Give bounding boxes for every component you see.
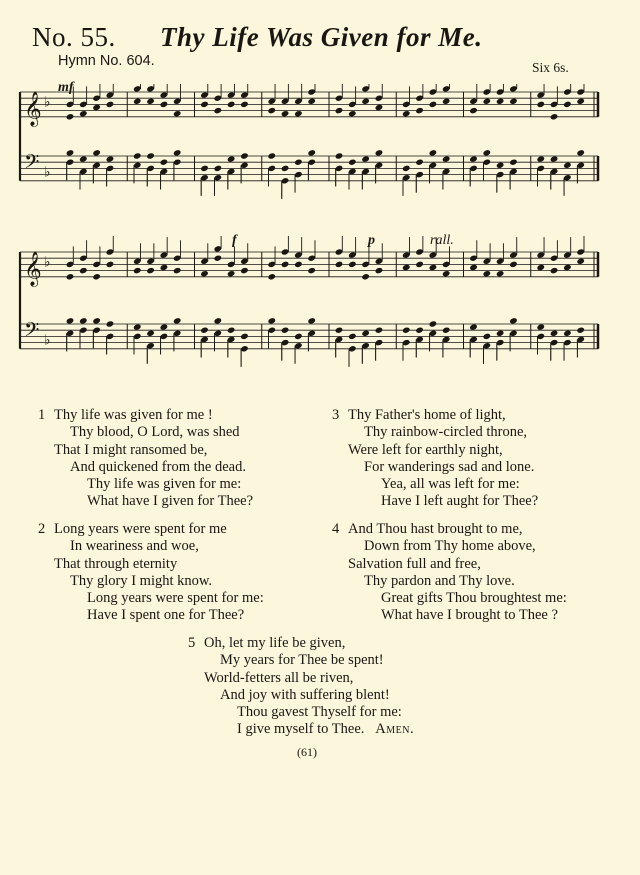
- note-head: [240, 101, 249, 108]
- note-head: [227, 270, 236, 277]
- note-head: [415, 327, 424, 334]
- note-head: [361, 155, 370, 162]
- note-head: [79, 155, 88, 162]
- flat-key-signature: ♭: [44, 164, 51, 181]
- verse-line: Oh, let my life be given,: [204, 635, 346, 651]
- note-head: [496, 270, 505, 277]
- dynamic-forte: f: [232, 233, 237, 248]
- note-head: [200, 327, 209, 334]
- note-head: [496, 162, 505, 169]
- note-head: [469, 264, 478, 271]
- flat-key-signature: ♭: [44, 254, 51, 271]
- note-head: [281, 261, 290, 268]
- note-head: [415, 159, 424, 166]
- verse-number: 5: [188, 635, 196, 651]
- note-head: [227, 155, 236, 162]
- verse-3: [332, 407, 538, 511]
- note-head: [146, 98, 155, 105]
- verse-line: Thy Father's home of light,: [348, 407, 506, 423]
- note-head: [106, 155, 115, 162]
- note-head: [576, 149, 585, 156]
- note-head: [173, 317, 182, 324]
- verse-line: Salvation full and free,: [348, 555, 481, 572]
- note-head: [415, 261, 424, 268]
- note-head: [361, 98, 370, 105]
- note-head: [214, 255, 223, 262]
- verse-line: Long years were spent for me: [54, 521, 227, 537]
- amen: Amen.: [375, 721, 415, 738]
- note-head: [550, 330, 559, 337]
- verse-line: Long years were spent for me:: [87, 590, 264, 607]
- note-head: [469, 323, 478, 330]
- note-head: [79, 317, 88, 324]
- note-head: [133, 98, 142, 105]
- note-head: [402, 327, 411, 334]
- note-head: [214, 107, 223, 114]
- treble-clef: 𝄞: [24, 251, 42, 287]
- note-head: [375, 149, 384, 156]
- note-head: [106, 320, 115, 327]
- verse-4: [332, 521, 567, 625]
- note-head: [563, 101, 572, 108]
- note-head: [146, 330, 155, 337]
- note-head: [66, 113, 75, 120]
- note-head: [173, 149, 182, 156]
- note-head: [66, 149, 75, 156]
- verse-line: That through eternity: [54, 555, 178, 572]
- note-head: [483, 98, 492, 105]
- bass-clef: 𝄢: [24, 318, 40, 347]
- verse-line: What have I given for Thee?: [87, 493, 253, 510]
- note-head: [160, 323, 169, 330]
- note-head: [509, 98, 518, 105]
- bass-clef: 𝄢: [24, 150, 40, 179]
- note-head: [307, 317, 316, 324]
- verse-line: Were left for earthly night,: [348, 441, 503, 458]
- meter-label: Six 6s.: [532, 60, 569, 75]
- note-head: [550, 155, 559, 162]
- note-head: [335, 107, 344, 114]
- treble-clef: 𝄞: [24, 91, 42, 127]
- note-head: [576, 98, 585, 105]
- note-head: [348, 261, 357, 268]
- note-head: [550, 267, 559, 274]
- dynamic-piano: p: [368, 233, 375, 248]
- note-head: [429, 320, 438, 327]
- note-head: [200, 270, 209, 277]
- note-head: [106, 101, 115, 108]
- note-head: [227, 101, 236, 108]
- note-head: [92, 104, 101, 111]
- note-head: [160, 159, 169, 166]
- note-head: [429, 101, 438, 108]
- note-head: [348, 110, 357, 117]
- note-head: [214, 317, 223, 324]
- note-head: [576, 327, 585, 334]
- note-head: [563, 162, 572, 169]
- note-head: [442, 327, 451, 334]
- note-head: [348, 159, 357, 166]
- dynamic-mf: mf: [58, 80, 74, 95]
- note-head: [415, 107, 424, 114]
- verse-line: Thy glory I might know.: [70, 572, 213, 589]
- note-head: [483, 149, 492, 156]
- note-head: [66, 317, 75, 324]
- verse-line: World-fetters all be riven,: [204, 669, 354, 686]
- note-head: [429, 149, 438, 156]
- verse-line: And Thou hast brought to me,: [348, 521, 523, 537]
- note-head: [92, 149, 101, 156]
- note-head: [240, 333, 249, 340]
- music-system-1: [14, 84, 614, 204]
- verse-number: 4: [332, 521, 340, 537]
- hymn-reference: Hymn No. 604.: [58, 53, 155, 69]
- note-head: [281, 165, 290, 172]
- verse-number: 1: [38, 407, 46, 423]
- music-system-2: [14, 236, 614, 376]
- note-head: [483, 333, 492, 340]
- note-head: [92, 317, 101, 324]
- note-head: [469, 155, 478, 162]
- verse-line: I give myself to Thee.: [237, 721, 365, 738]
- note-head: [402, 110, 411, 117]
- note-head: [536, 101, 545, 108]
- verse-number: 2: [38, 521, 46, 537]
- note-head: [133, 267, 142, 274]
- note-head: [133, 323, 142, 330]
- rallentando-marking: rall.: [430, 233, 454, 248]
- page-number: (61): [297, 745, 317, 759]
- note-head: [563, 264, 572, 271]
- note-head: [79, 267, 88, 274]
- note-head: [496, 98, 505, 105]
- note-head: [133, 152, 142, 159]
- flat-key-signature: ♭: [44, 332, 51, 349]
- note-head: [281, 327, 290, 334]
- note-head: [173, 267, 182, 274]
- verse-line: And joy with suffering blent!: [220, 686, 390, 703]
- note-head: [361, 330, 370, 337]
- verse-line: Have I spent one for Thee?: [87, 607, 245, 624]
- note-head: [402, 264, 411, 271]
- verse-5: [188, 635, 414, 739]
- verse-line: Yea, all was left for me:: [381, 476, 520, 493]
- verse-line: Down from Thy home above,: [364, 538, 536, 555]
- note-head: [335, 327, 344, 334]
- note-head: [294, 159, 303, 166]
- note-head: [307, 149, 316, 156]
- note-head: [294, 333, 303, 340]
- note-head: [66, 273, 75, 280]
- verse-line: Thy pardon and Thy love.: [364, 572, 515, 589]
- verse-line: Thy life was given for me !: [54, 407, 213, 423]
- verse-line: Thy life was given for me:: [87, 476, 242, 493]
- note-head: [469, 107, 478, 114]
- note-head: [335, 261, 344, 268]
- verse-line: What have I brought to Thee ?: [381, 607, 558, 624]
- note-head: [160, 101, 169, 108]
- verse-line: For wanderings sad and lone.: [364, 458, 535, 475]
- note-head: [402, 165, 411, 172]
- note-head: [536, 323, 545, 330]
- note-head: [375, 104, 384, 111]
- note-head: [550, 113, 559, 120]
- note-head: [267, 317, 276, 324]
- verse-line: Thy rainbow-circled throne,: [364, 424, 528, 441]
- note-head: [576, 258, 585, 265]
- note-head: [146, 152, 155, 159]
- note-head: [146, 267, 155, 274]
- note-head: [348, 333, 357, 340]
- note-head: [227, 327, 236, 334]
- hymn-number: No. 55.: [32, 22, 116, 52]
- note-head: [536, 264, 545, 271]
- note-head: [335, 152, 344, 159]
- note-head: [281, 110, 290, 117]
- verse-line: My years for Thee be spent!: [220, 652, 384, 669]
- note-head: [200, 101, 209, 108]
- note-head: [307, 98, 316, 105]
- verse-line: In weariness and woe,: [70, 538, 199, 555]
- note-head: [106, 261, 115, 268]
- note-head: [442, 155, 451, 162]
- verse-line: And quickened from the dead.: [70, 458, 246, 475]
- note-head: [267, 107, 276, 114]
- note-head: [429, 264, 438, 271]
- note-head: [267, 152, 276, 159]
- verse-number: 3: [332, 407, 340, 423]
- note-head: [509, 317, 518, 324]
- note-head: [496, 330, 505, 337]
- note-head: [509, 159, 518, 166]
- note-head: [200, 165, 209, 172]
- note-head: [483, 270, 492, 277]
- note-head: [214, 165, 223, 172]
- note-head: [536, 155, 545, 162]
- verse-line: Have I left aught for Thee?: [381, 493, 539, 510]
- note-head: [160, 264, 169, 271]
- flat-key-signature: ♭: [44, 94, 51, 111]
- verse-line: That I might ransomed be,: [54, 441, 208, 458]
- note-head: [442, 270, 451, 277]
- note-head: [240, 152, 249, 159]
- note-head: [375, 267, 384, 274]
- verse-line: Thou gavest Thyself for me:: [237, 704, 402, 721]
- hymn-title: Thy Life Was Given for Me.: [160, 22, 483, 52]
- note-head: [173, 110, 182, 117]
- verse-1: [38, 407, 253, 511]
- note-head: [92, 273, 101, 280]
- note-head: [375, 327, 384, 334]
- verse-2: [38, 521, 264, 625]
- note-head: [294, 110, 303, 117]
- note-head: [442, 98, 451, 105]
- note-head: [361, 273, 370, 280]
- note-head: [240, 267, 249, 274]
- note-head: [307, 267, 316, 274]
- verse-line: Thy blood, O Lord, was shed: [70, 424, 240, 441]
- verse-line: Great gifts Thou broughtest me:: [381, 590, 567, 607]
- note-head: [79, 110, 88, 117]
- note-head: [563, 330, 572, 337]
- note-head: [509, 261, 518, 268]
- note-head: [294, 261, 303, 268]
- note-head: [267, 273, 276, 280]
